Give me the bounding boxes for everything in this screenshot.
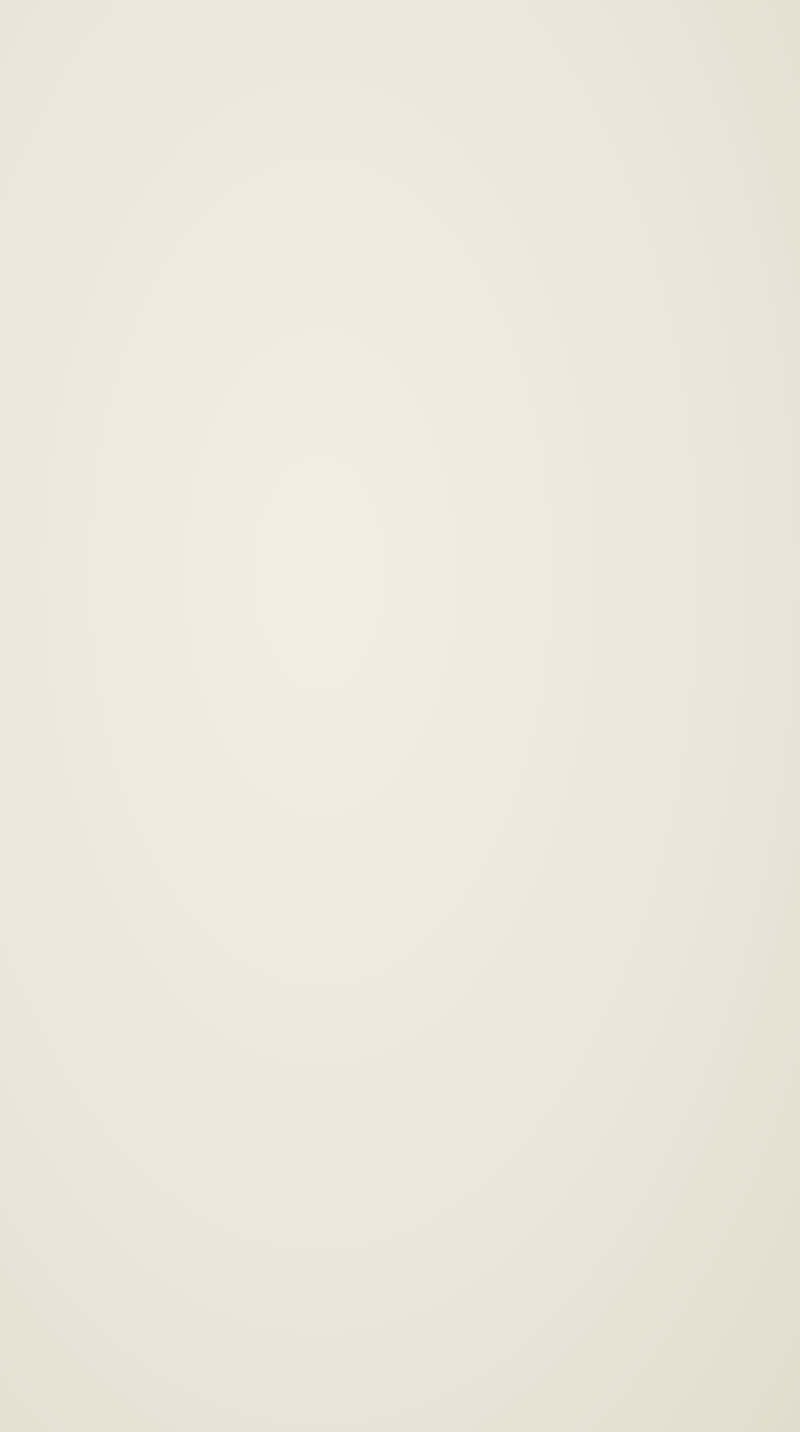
- section-letter: [56, 92, 762, 132]
- index-column: [56, 78, 762, 132]
